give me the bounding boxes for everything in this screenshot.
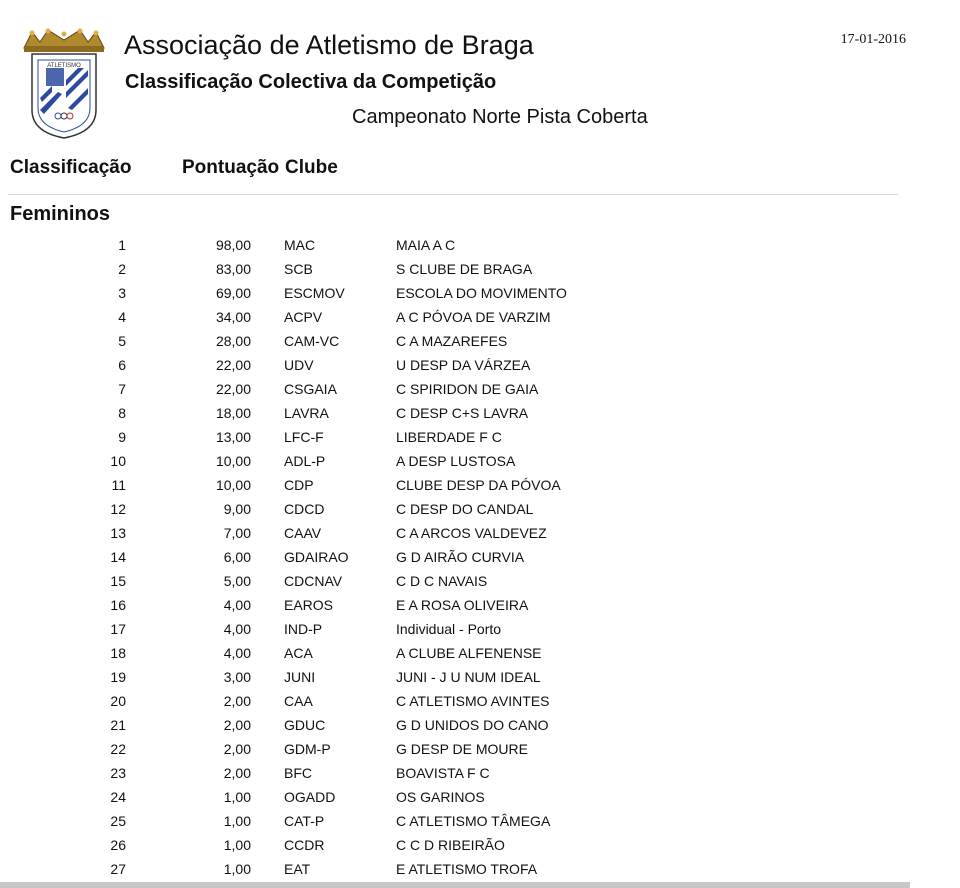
club-code-cell: EAROS xyxy=(284,597,334,613)
club-name-cell: E ATLETISMO TROFA xyxy=(396,861,538,877)
club-name-cell: C DESP DO CANDAL xyxy=(396,501,534,517)
table-row xyxy=(0,641,696,665)
section-title: Femininos xyxy=(10,203,111,225)
points-cell: 7,00 xyxy=(223,525,251,541)
table-row xyxy=(0,569,696,593)
club-name-cell: U DESP DA VÁRZEA xyxy=(396,357,531,373)
table-row xyxy=(0,689,696,713)
club-code-cell: EAT xyxy=(284,861,311,877)
points-cell: 10,00 xyxy=(215,477,251,493)
rank-cell: 25 xyxy=(110,813,126,829)
points-cell: 4,00 xyxy=(223,597,251,613)
spacer-cell xyxy=(251,329,284,353)
table-row xyxy=(0,257,696,281)
column-header-club: Clube xyxy=(285,157,338,178)
club-code-cell: LAVRA xyxy=(284,405,329,421)
points-cell: 2,00 xyxy=(223,741,251,757)
table-row xyxy=(0,617,696,641)
rank-cell: 21 xyxy=(110,717,126,733)
spacer-cell xyxy=(251,737,284,761)
table-row xyxy=(0,401,696,425)
club-code-cell: GDUC xyxy=(284,717,326,733)
points-cell: 5,00 xyxy=(223,573,251,589)
club-name-cell: C C D RIBEIRÃO xyxy=(396,837,505,853)
spacer-cell xyxy=(251,377,284,401)
club-name-cell: S CLUBE DE BRAGA xyxy=(396,261,533,277)
club-name-cell: BOAVISTA F C xyxy=(396,765,490,781)
club-code-cell: SCB xyxy=(284,261,313,277)
table-row xyxy=(0,857,696,881)
table-row xyxy=(0,785,696,809)
table-row xyxy=(0,233,696,257)
spacer-cell xyxy=(251,281,284,305)
rank-cell: 17 xyxy=(110,621,126,637)
club-code-cell: UDV xyxy=(284,357,314,373)
points-cell: 4,00 xyxy=(223,645,251,661)
points-cell: 1,00 xyxy=(223,813,251,829)
table-row xyxy=(0,737,696,761)
rank-cell: 27 xyxy=(110,861,126,877)
rank-cell: 9 xyxy=(118,429,126,445)
rank-cell: 1 xyxy=(118,237,126,253)
rank-cell: 6 xyxy=(118,357,126,373)
club-code-cell: GDAIRAO xyxy=(284,549,349,565)
club-code-cell: ACA xyxy=(284,645,313,661)
points-cell: 22,00 xyxy=(215,357,251,373)
points-cell: 1,00 xyxy=(223,861,251,877)
rank-cell: 8 xyxy=(118,405,126,421)
club-code-cell: CCDR xyxy=(284,837,325,853)
spacer-cell xyxy=(251,857,284,881)
table-row xyxy=(0,425,696,449)
club-name-cell: C A ARCOS VALDEVEZ xyxy=(396,525,547,541)
spacer-cell xyxy=(251,473,284,497)
table-row xyxy=(0,497,696,521)
table-row xyxy=(0,809,696,833)
club-name-cell: A C PÓVOA DE VARZIM xyxy=(396,309,551,325)
points-cell: 13,00 xyxy=(215,429,251,445)
club-code-cell: CDCNAV xyxy=(284,573,343,589)
table-row xyxy=(0,545,696,569)
club-name-cell: C ATLETISMO AVINTES xyxy=(396,693,550,709)
spacer-cell xyxy=(251,545,284,569)
table-row xyxy=(0,833,696,857)
spacer-cell xyxy=(251,761,284,785)
club-code-cell: ESCMOV xyxy=(284,285,345,301)
spacer-cell xyxy=(251,401,284,425)
points-cell: 22,00 xyxy=(215,381,251,397)
rank-cell: 14 xyxy=(110,549,126,565)
table-row xyxy=(0,377,696,401)
report-subtitle: Classificação Colectiva da Competição xyxy=(125,71,497,93)
table-row xyxy=(0,713,696,737)
svg-text:ATLETISMO: ATLETISMO xyxy=(47,63,81,69)
club-code-cell: JUNI xyxy=(284,669,316,685)
club-name-cell: A DESP LUSTOSA xyxy=(396,453,516,469)
spacer-cell xyxy=(251,233,284,257)
spacer-cell xyxy=(251,305,284,329)
spacer-cell xyxy=(251,569,284,593)
club-code-cell: BFC xyxy=(284,765,312,781)
club-code-cell: GDM-P xyxy=(284,741,331,757)
points-cell: 2,00 xyxy=(223,765,251,781)
points-cell: 3,00 xyxy=(223,669,251,685)
points-cell: 28,00 xyxy=(215,333,251,349)
spacer-cell xyxy=(251,353,284,377)
table-row xyxy=(0,521,696,545)
club-code-cell: ACPV xyxy=(284,309,323,325)
points-cell: 34,00 xyxy=(215,309,251,325)
association-crest-logo xyxy=(18,28,110,140)
rank-cell: 2 xyxy=(118,261,126,277)
table-row xyxy=(0,281,696,305)
report-date: 17-01-2016 xyxy=(840,32,906,47)
rank-cell: 13 xyxy=(110,525,126,541)
club-name-cell: Individual - Porto xyxy=(396,621,502,637)
table-row xyxy=(0,593,696,617)
page-bottom-bar xyxy=(0,882,910,888)
rank-cell: 20 xyxy=(110,693,126,709)
results-table-body xyxy=(0,233,696,881)
spacer-cell xyxy=(251,641,284,665)
club-name-cell: E A ROSA OLIVEIRA xyxy=(396,597,529,613)
club-code-cell: IND-P xyxy=(284,621,323,637)
points-cell: 1,00 xyxy=(223,837,251,853)
points-cell: 69,00 xyxy=(215,285,251,301)
column-header-points: Pontuação xyxy=(182,157,280,178)
spacer-cell xyxy=(251,617,284,641)
spacer-cell xyxy=(251,809,284,833)
club-code-cell: ADL-P xyxy=(284,453,326,469)
club-name-cell: C SPIRIDON DE GAIA xyxy=(396,381,539,397)
club-code-cell: CSGAIA xyxy=(284,381,337,397)
table-row xyxy=(0,305,696,329)
club-code-cell: CAM-VC xyxy=(284,333,340,349)
spacer-cell xyxy=(251,665,284,689)
spacer-cell xyxy=(251,593,284,617)
rank-cell: 24 xyxy=(110,789,126,805)
spacer-cell xyxy=(251,521,284,545)
club-code-cell: OGADD xyxy=(284,789,336,805)
points-cell: 2,00 xyxy=(223,717,251,733)
spacer-cell xyxy=(251,785,284,809)
points-cell: 18,00 xyxy=(215,405,251,421)
club-name-cell: G D AIRÃO CURVIA xyxy=(396,549,525,565)
points-cell: 98,00 xyxy=(215,237,251,253)
rank-cell: 3 xyxy=(118,285,126,301)
club-code-cell: CAT-P xyxy=(284,813,325,829)
spacer-cell xyxy=(251,257,284,281)
points-cell: 9,00 xyxy=(223,501,251,517)
table-row xyxy=(0,353,696,377)
club-name-cell: JUNI - J U NUM IDEAL xyxy=(396,669,541,685)
club-name-cell: MAIA A C xyxy=(396,237,456,253)
table-row xyxy=(0,473,696,497)
club-code-cell: MAC xyxy=(284,237,316,253)
rank-cell: 19 xyxy=(110,669,126,685)
points-cell: 4,00 xyxy=(223,621,251,637)
table-row xyxy=(0,449,696,473)
rank-cell: 12 xyxy=(110,501,126,517)
club-code-cell: CAAV xyxy=(284,525,322,541)
club-name-cell: CLUBE DESP DA PÓVOA xyxy=(396,477,561,493)
rank-cell: 11 xyxy=(111,477,126,493)
points-cell: 10,00 xyxy=(215,453,251,469)
table-row xyxy=(0,761,696,785)
club-name-cell: C D C NAVAIS xyxy=(396,573,488,589)
club-name-cell: C A MAZAREFES xyxy=(396,333,508,349)
rank-cell: 26 xyxy=(110,837,126,853)
rank-cell: 4 xyxy=(118,309,126,325)
points-cell: 6,00 xyxy=(223,549,251,565)
club-code-cell: CDCD xyxy=(284,501,325,517)
rank-cell: 5 xyxy=(118,333,126,349)
rank-cell: 18 xyxy=(110,645,126,661)
points-cell: 1,00 xyxy=(223,789,251,805)
rank-cell: 16 xyxy=(110,597,126,613)
table-row xyxy=(0,665,696,689)
club-name-cell: LIBERDADE F C xyxy=(396,429,502,445)
points-cell: 83,00 xyxy=(215,261,251,277)
results-table xyxy=(0,233,696,881)
club-name-cell: ESCOLA DO MOVIMENTO xyxy=(396,285,567,301)
spacer-cell xyxy=(251,689,284,713)
club-name-cell: G D UNIDOS DO CANO xyxy=(396,717,549,733)
club-code-cell: CDP xyxy=(284,477,314,493)
rank-cell: 10 xyxy=(110,453,126,469)
club-name-cell: A CLUBE ALFENENSE xyxy=(396,645,542,661)
spacer-cell xyxy=(251,449,284,473)
spacer-cell xyxy=(251,833,284,857)
page-title: Associação de Atletismo de Braga xyxy=(124,30,534,60)
club-name-cell: C DESP C+S LAVRA xyxy=(396,405,529,421)
rank-cell: 15 xyxy=(110,573,126,589)
rank-cell: 7 xyxy=(118,381,126,397)
points-cell: 2,00 xyxy=(223,693,251,709)
club-name-cell: C ATLETISMO TÂMEGA xyxy=(396,813,551,829)
spacer-cell xyxy=(251,497,284,521)
column-header-rank: Classificação xyxy=(10,157,132,178)
header-divider xyxy=(8,194,898,195)
table-row xyxy=(0,329,696,353)
club-name-cell: G DESP DE MOURE xyxy=(396,741,528,757)
rank-cell: 23 xyxy=(110,765,126,781)
club-code-cell: CAA xyxy=(284,693,313,709)
spacer-cell xyxy=(251,713,284,737)
spacer-cell xyxy=(251,425,284,449)
club-code-cell: LFC-F xyxy=(284,429,324,445)
club-name-cell: OS GARINOS xyxy=(396,789,485,805)
rank-cell: 22 xyxy=(110,741,126,757)
competition-name: Campeonato Norte Pista Coberta xyxy=(352,106,648,128)
